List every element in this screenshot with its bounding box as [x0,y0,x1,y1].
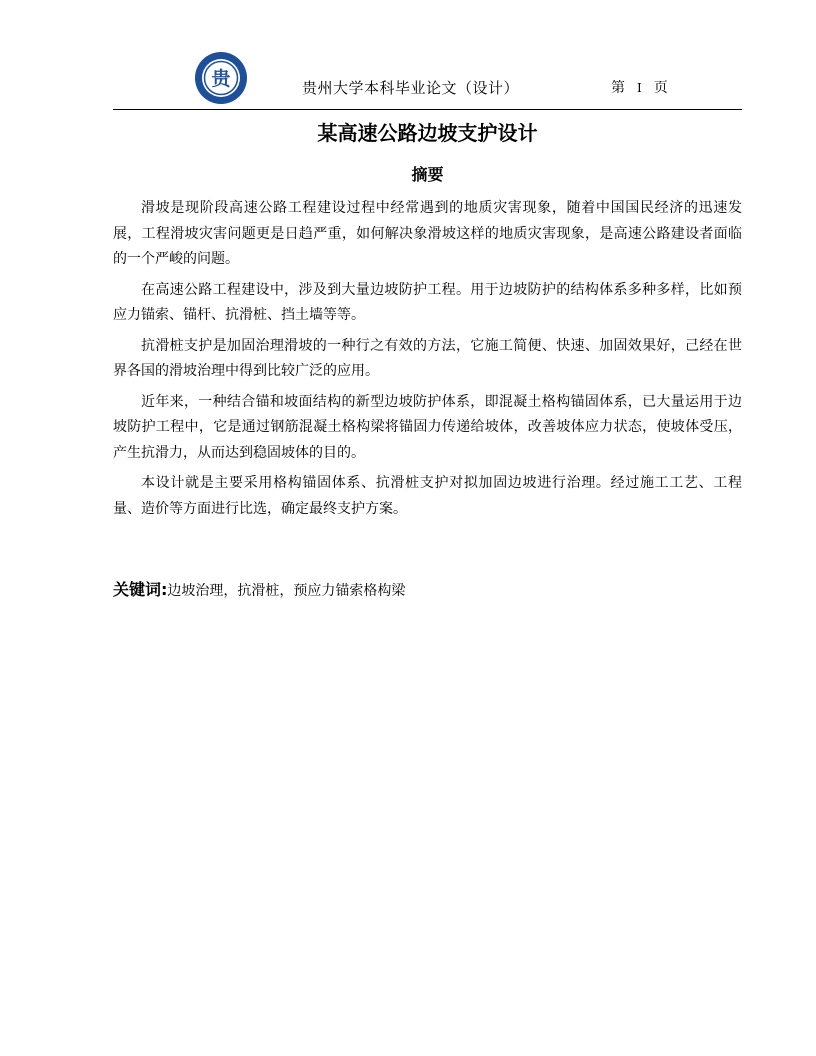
keywords-value: 边坡治理，抗滑桩，预应力锚索格构梁 [167,583,406,599]
document-title: 某高速公路边坡支护设计 [317,121,538,145]
page-number: I [637,81,642,95]
page-prefix: 第 [611,80,625,96]
keywords-line [113,577,742,600]
abstract-paragraph: 在高速公路工程建设中，涉及到大量边坡防护工程。用于边坡防护的结构体系多种多样，比如预应力锚索、锚杆、抗滑桩、挡土墙等等。 [113,281,742,323]
abstract-paragraph: 本设计就是主要采用格构锚固体系、抗滑桩支护对拟加固边坡进行治理。经过施工工艺、工程量、造价等方面进行比选，确定最终支护方案。 [113,475,742,517]
abstract-heading: 摘要 [411,165,444,184]
abstract-paragraph: 抗滑桩支护是加固治理滑坡的一种行之有效的方法，它施工简便、快速、加固效果好，己经在世界各国的滑坡治理中得到比较广泛的应用。 [113,337,742,379]
abstract-paragraph: 近年来，一种结合锚和坡面结构的新型边坡防护体系，即混凝土格构锚固体系，已大量运用于边坡防护工程中，它是通过钢筋混凝土格构梁将锚固力传递给坡体，改善坡体应力状态，使坡体受压，产生抗滑力，从而达到稳固坡体的目的。 [113,393,742,461]
logo-text: 贵 [211,68,231,90]
keywords-label: 关键词: [113,580,168,599]
page-header [113,46,742,110]
header-divider [113,109,742,110]
page-suffix: 页 [653,80,668,96]
page-indicator [611,77,668,97]
university-logo-icon [194,51,248,105]
abstract-body [113,196,742,527]
abstract-paragraph: 滑坡是现阶段高速公路工程建设过程中经常遇到的地质灾害现象，随着中国国民经济的迅速发展，工程滑坡灾害问题更是日趋严重，如何解决象滑坡这样的地质灾害现象，是高速公路建设者面临的一个严峻的问题。 [113,200,742,267]
header-title: 贵州大学本科毕业论文（设计） [302,79,520,97]
